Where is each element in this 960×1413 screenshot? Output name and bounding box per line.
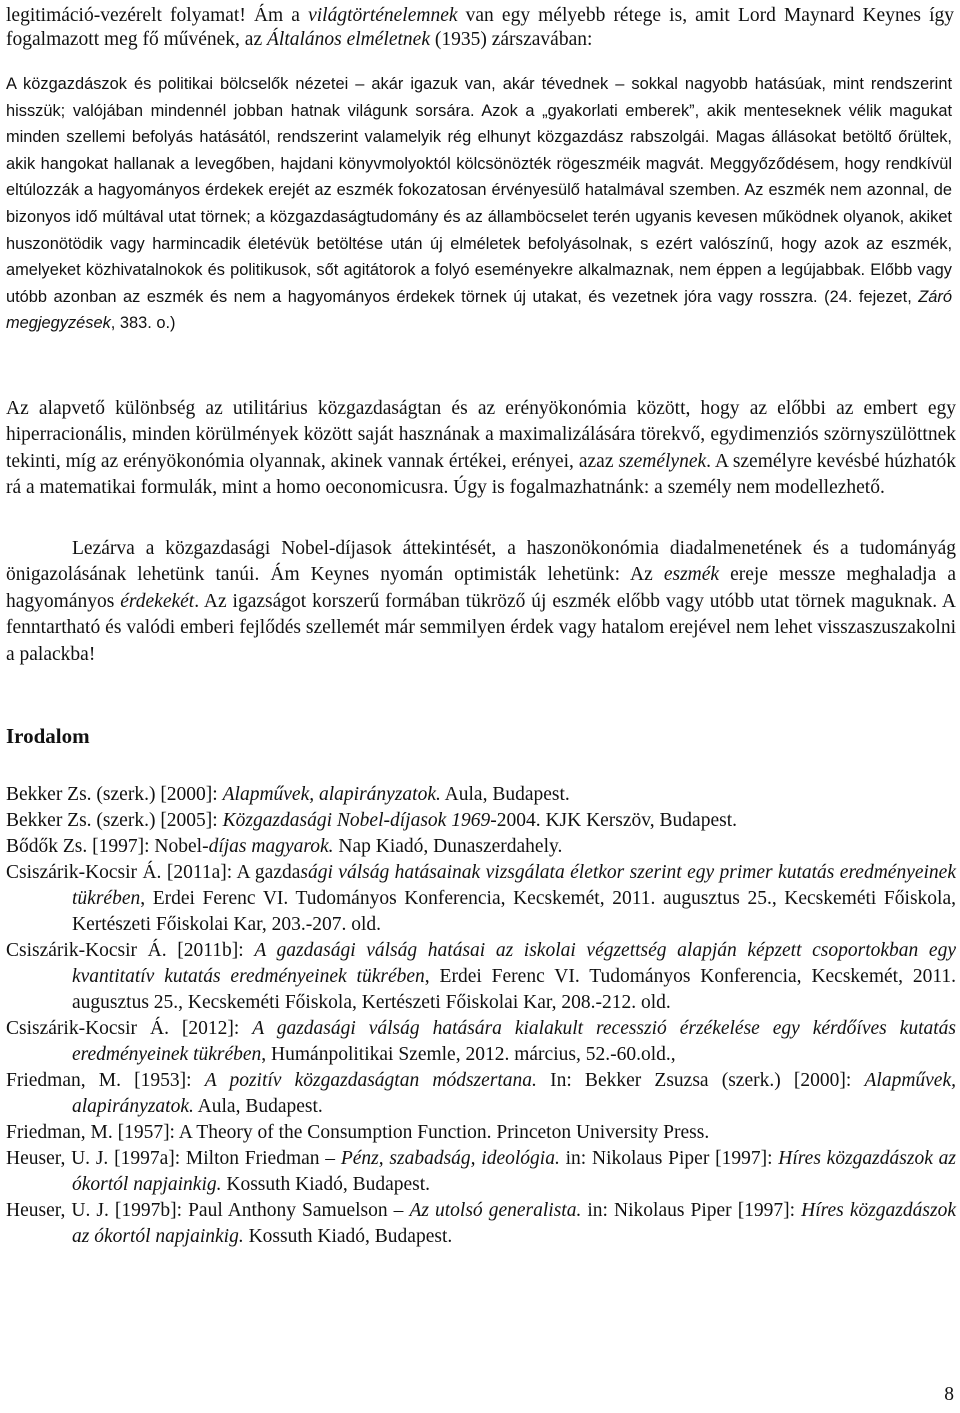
lead-italic: Általános elméletnek — [266, 29, 430, 50]
reference-item — [6, 860, 956, 938]
ref-title: díjas magyarok. — [208, 836, 334, 857]
reference-item — [6, 1068, 956, 1120]
ref-text: in: Nikolaus Piper [1997]: — [559, 1148, 779, 1169]
ref-text: Csiszárik-Kocsir Á. [2011b]: — [6, 940, 255, 961]
reference-item — [6, 1120, 956, 1146]
keynes-quote — [6, 71, 952, 337]
ref-text: , Erdei Ferenc VI. Tudományos Konferencia, Kecskemét, 2011. augusztus 25., Kecskeméti Főiskola, Kertészeti Főiskolai Kar, 208.-212. old. — [72, 966, 956, 1013]
ref-text: , Humánpolitikai Szemle, 2012. március, 52.-60.old., — [261, 1044, 676, 1065]
reference-list — [6, 782, 956, 1250]
body-italic: eszmék — [663, 564, 720, 586]
ref-title: A pozitív közgazdaságtan módszertana. — [204, 1070, 537, 1091]
reference-item — [6, 1198, 956, 1250]
ref-text: Csiszárik-Kocsir Á. [2011a]: A gazda — [6, 862, 301, 883]
body-italic: érdekekét — [120, 590, 195, 612]
ref-text: Bekker Zs. (szerk.) [2000]: — [6, 784, 223, 805]
ref-text: In: Bekker Zsuzsa (szerk.) [2000]: — [536, 1070, 865, 1091]
ref-text: Kossuth Kiadó, Budapest. — [243, 1226, 453, 1247]
lead-text: van egy mélyebb rétege is, amit Lord Maynard Keynes így fogalmazott meg fő művének, az — [6, 5, 954, 50]
ref-text: Aula, Budapest. — [440, 784, 570, 805]
reference-item — [6, 782, 956, 808]
reference-item — [6, 1016, 956, 1068]
lead-text: legitimáció-vezérelt folyamat! Ám a — [6, 5, 309, 26]
ref-text: Kossuth Kiadó, Budapest. — [221, 1174, 431, 1195]
ref-text: Bődők Zs. [1997]: Nobel- — [6, 836, 209, 857]
reference-item — [6, 938, 956, 1016]
quote-text: , 383. o.) — [110, 314, 176, 333]
body-paragraph-1 — [6, 396, 956, 502]
lead-paragraph — [6, 4, 954, 52]
reference-item — [6, 834, 956, 860]
references-heading: Irodalom — [6, 724, 90, 748]
ref-title: Az utolsó generalista. — [409, 1200, 582, 1221]
quote-text: A közgazdászok és politikai bölcselők nézetei – akár igazuk van, akár tévednek – sokkal nagyobb hatásúak, mint rendszerint hisszük; valójában mindennél jobban hatnak világunk sorsára. Azok a „gyakorlati emberek”, akik menteseknek vélik magukat minden szellemi befolyás hatásától, rendszerint valamelyik rég elhunyt közgazdász rabszolgái. Magas állásokat betöltő őrültek, akik hangokat hallanak a levegőben, hajdani könyvmolyoktól kölcsönözték rögeszméik magvát. Meggyőződésem, hogy rendkívül eltúlozzák a hagyományos érdekek erejét az eszmék fokozatosan érvényesülő hatalmával szemben. Az eszmék nem azonnal, de bizonyos idő múltával utat törnek; a közgazdaságtudomány és az államböcselet terén ugyanis kevesen működnek olyanok, akiket huszonötödik vagy harmincadik életévük betöltése után új elméletek befolyásolnak, s ezért valószínű, hogy azok az eszmék, amelyeket közhivatalnokok és politikusok, sőt agitátorok a folyó eseményekre alkalmaznak, nem éppen a legújabbak. Előbb vagy utóbb azonban az eszmék és nem a hagyományos érdekek törnek új utakat, és vezetnek jóra vagy rosszra. (24. fejezet, — [6, 75, 952, 306]
lead-italic: világtörténelemnek — [308, 5, 458, 26]
ref-text: Nap Kiadó, Dunaszerdahely. — [333, 836, 563, 857]
ref-text: Bekker Zs. (szerk.) [2005]: — [6, 810, 223, 831]
body-text: ereje messze meghaladja a hagyományos — [6, 564, 956, 612]
page-number: 8 — [944, 1384, 954, 1405]
ref-title: Híres közgazdászok az ókortól napjainkig. — [72, 1200, 956, 1247]
ref-text: Friedman, M. [1957]: A Theory of the Consumption Function. Princeton University Press. — [6, 1122, 710, 1143]
ref-text: -2004. KJK Kerszöv, Budapest. — [490, 810, 737, 831]
ref-title: Pénz, szabadság, ideológia. — [340, 1148, 560, 1169]
body-text: . Az igazságot korszerű formában tükröző új eszmék előbb vagy utóbb utat törnek maguknak. A fenntartható és valódi emberi fejlődés szellemét már semmilyen érdek vagy hatalom erejével nem lehet visszaszuszakolni a palackba! — [6, 590, 956, 665]
reference-item — [6, 1146, 956, 1198]
body-paragraph-2 — [6, 536, 956, 668]
ref-title: Közgazdasági Nobel-díjasok 1969 — [222, 810, 491, 831]
ref-text: Heuser, U. J. [1997b]: Paul Anthony Samuelson – — [6, 1200, 410, 1221]
reference-item — [6, 808, 956, 834]
ref-text: in: Nikolaus Piper [1997]: — [581, 1200, 802, 1221]
ref-title: A gazdasági válság hatásai az iskolai végzettség alapján képzett csoportokban egy kvantitatív kutatás eredményeinek tükrében — [72, 940, 956, 987]
ref-title: Alapművek, alapirányzatok. — [72, 1070, 956, 1117]
ref-text: Aula, Budapest. — [193, 1096, 323, 1117]
ref-text: Heuser, U. J. [1997a]: Milton Friedman – — [6, 1148, 341, 1169]
body-text: Lezárva a közgazdasági Nobel-díjasok áttekintését, a haszonökonómia diadalmenetének és a tudományág önigazolásának lehetünk tanúi. Ám Keynes nyomán optimisták lehetünk: Az — [6, 538, 956, 586]
ref-title: Híres közgazdászok az ókortól napjainkig. — [72, 1148, 956, 1195]
body-text: Az alapvető különbség az utilitárius közgazdaságtan és az erényökonómia között, hogy az előbbi az embert egy hiperracionális, minden körülmények között saját hasznának a maximalizálására törekvő, egydimenziós szörnyszülöttnek tekinti, míg az erényökonómia olyannak, akinek vannak értékei, erényei, azaz — [6, 398, 956, 472]
body-text: . A személyre kevésbé húzhatók rá a matematikai formulák, mint a homo oeconomicusra. Úgy is fogalmazhatnánk: a személy nem modellezhető. — [6, 450, 957, 499]
quote-italic: Záró megjegyzések — [6, 287, 952, 333]
lead-text: (1935) zárszavában: — [429, 29, 593, 50]
ref-text: Friedman, M. [1953]: — [6, 1070, 205, 1091]
ref-title: A gazdasági válság hatására kialakult recesszió érzékelése egy kérdőíves kutatás eredményeinek tükrében — [72, 1018, 956, 1065]
ref-text: , Erdei Ferenc VI. Tudományos Konferencia, Kecskemét, 2011. augusztus 25., Kecskeméti Főiskola, Kertészeti Főiskolai Kar, 203.-207. old. — [72, 888, 956, 935]
ref-text: Csiszárik-Kocsir Á. [2012]: — [6, 1018, 253, 1039]
body-italic: személynek — [618, 450, 707, 472]
ref-title: Alapművek, alapirányzatok. — [222, 784, 441, 805]
ref-title: sági válság hatásainak vizsgálata életkor szerint egy primer kutatás eredményeinek tükrében — [72, 862, 956, 909]
